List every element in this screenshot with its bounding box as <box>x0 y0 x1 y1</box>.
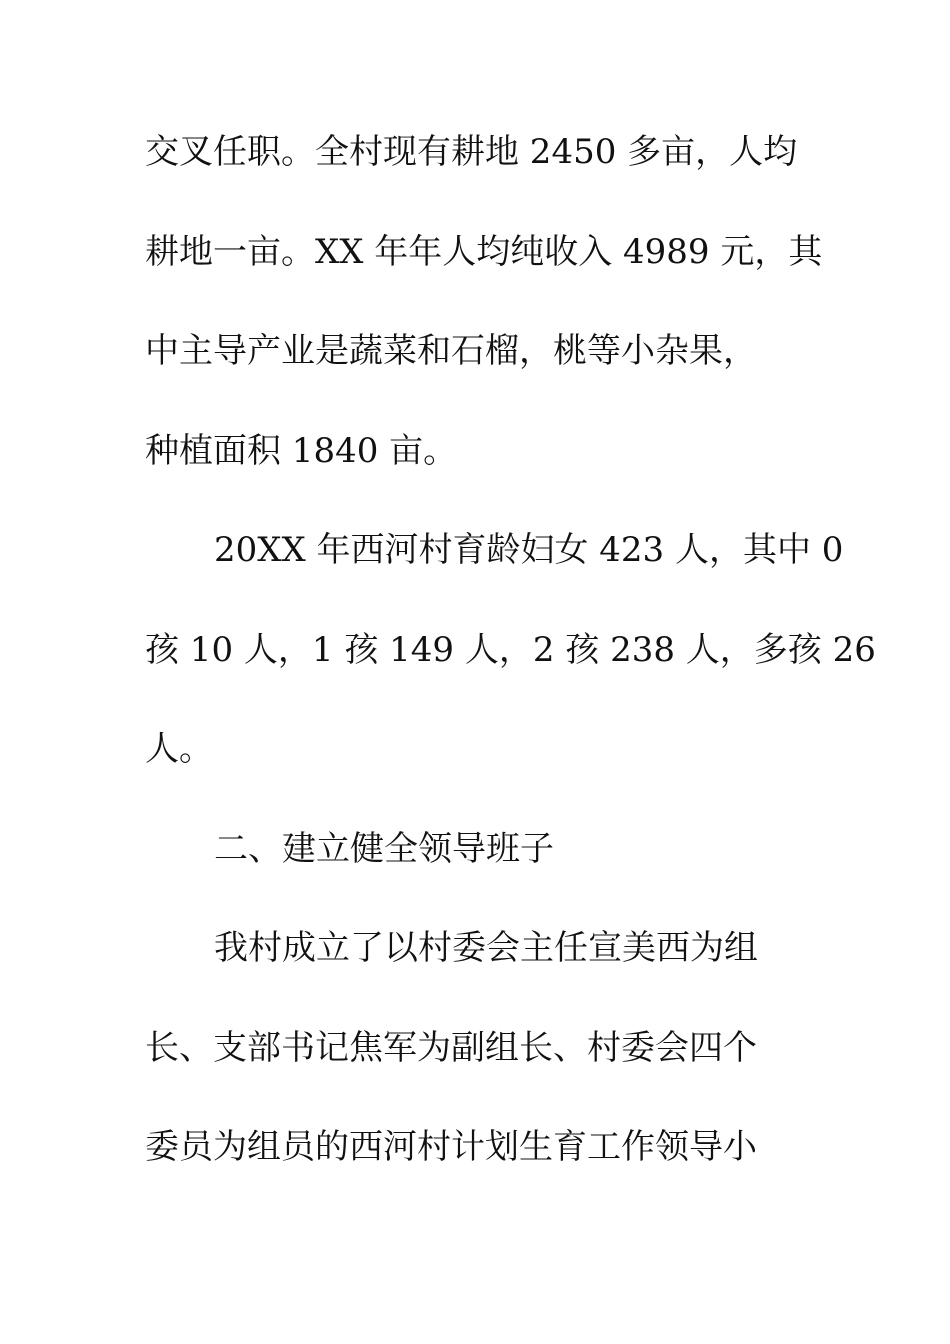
text-line: 交叉任职。全村现有耕地 2450 多亩，人均 <box>145 132 798 172</box>
section-heading: 二、建立健全领导班子 <box>214 828 554 869</box>
text-line: 人。 <box>145 729 213 769</box>
text-line: 种植面积 1840 亩。 <box>145 430 458 471</box>
text-line: 中主导产业是蔬菜和石榴，桃等小杂果， <box>145 331 757 371</box>
text-line: 长、支部书记焦军为副组长、村委会四个 <box>145 1027 757 1068</box>
text-line: 孩 10 人，1 孩 149 人，2 孩 238 人，多孩 26 <box>145 629 876 670</box>
paragraph-first-line: 我村成立了以村委会主任宣美西为组 <box>214 928 758 968</box>
text-line: 委员为组员的西河村计划生育工作领导小 <box>145 1127 757 1167</box>
body-text <box>145 122 876 1217</box>
text-line: 耕地一亩。XX 年年人均纯收入 4989 元，其 <box>145 231 823 272</box>
paragraph-first-line: 20XX 年西河村育龄妇女 423 人，其中 0 <box>214 530 844 570</box>
